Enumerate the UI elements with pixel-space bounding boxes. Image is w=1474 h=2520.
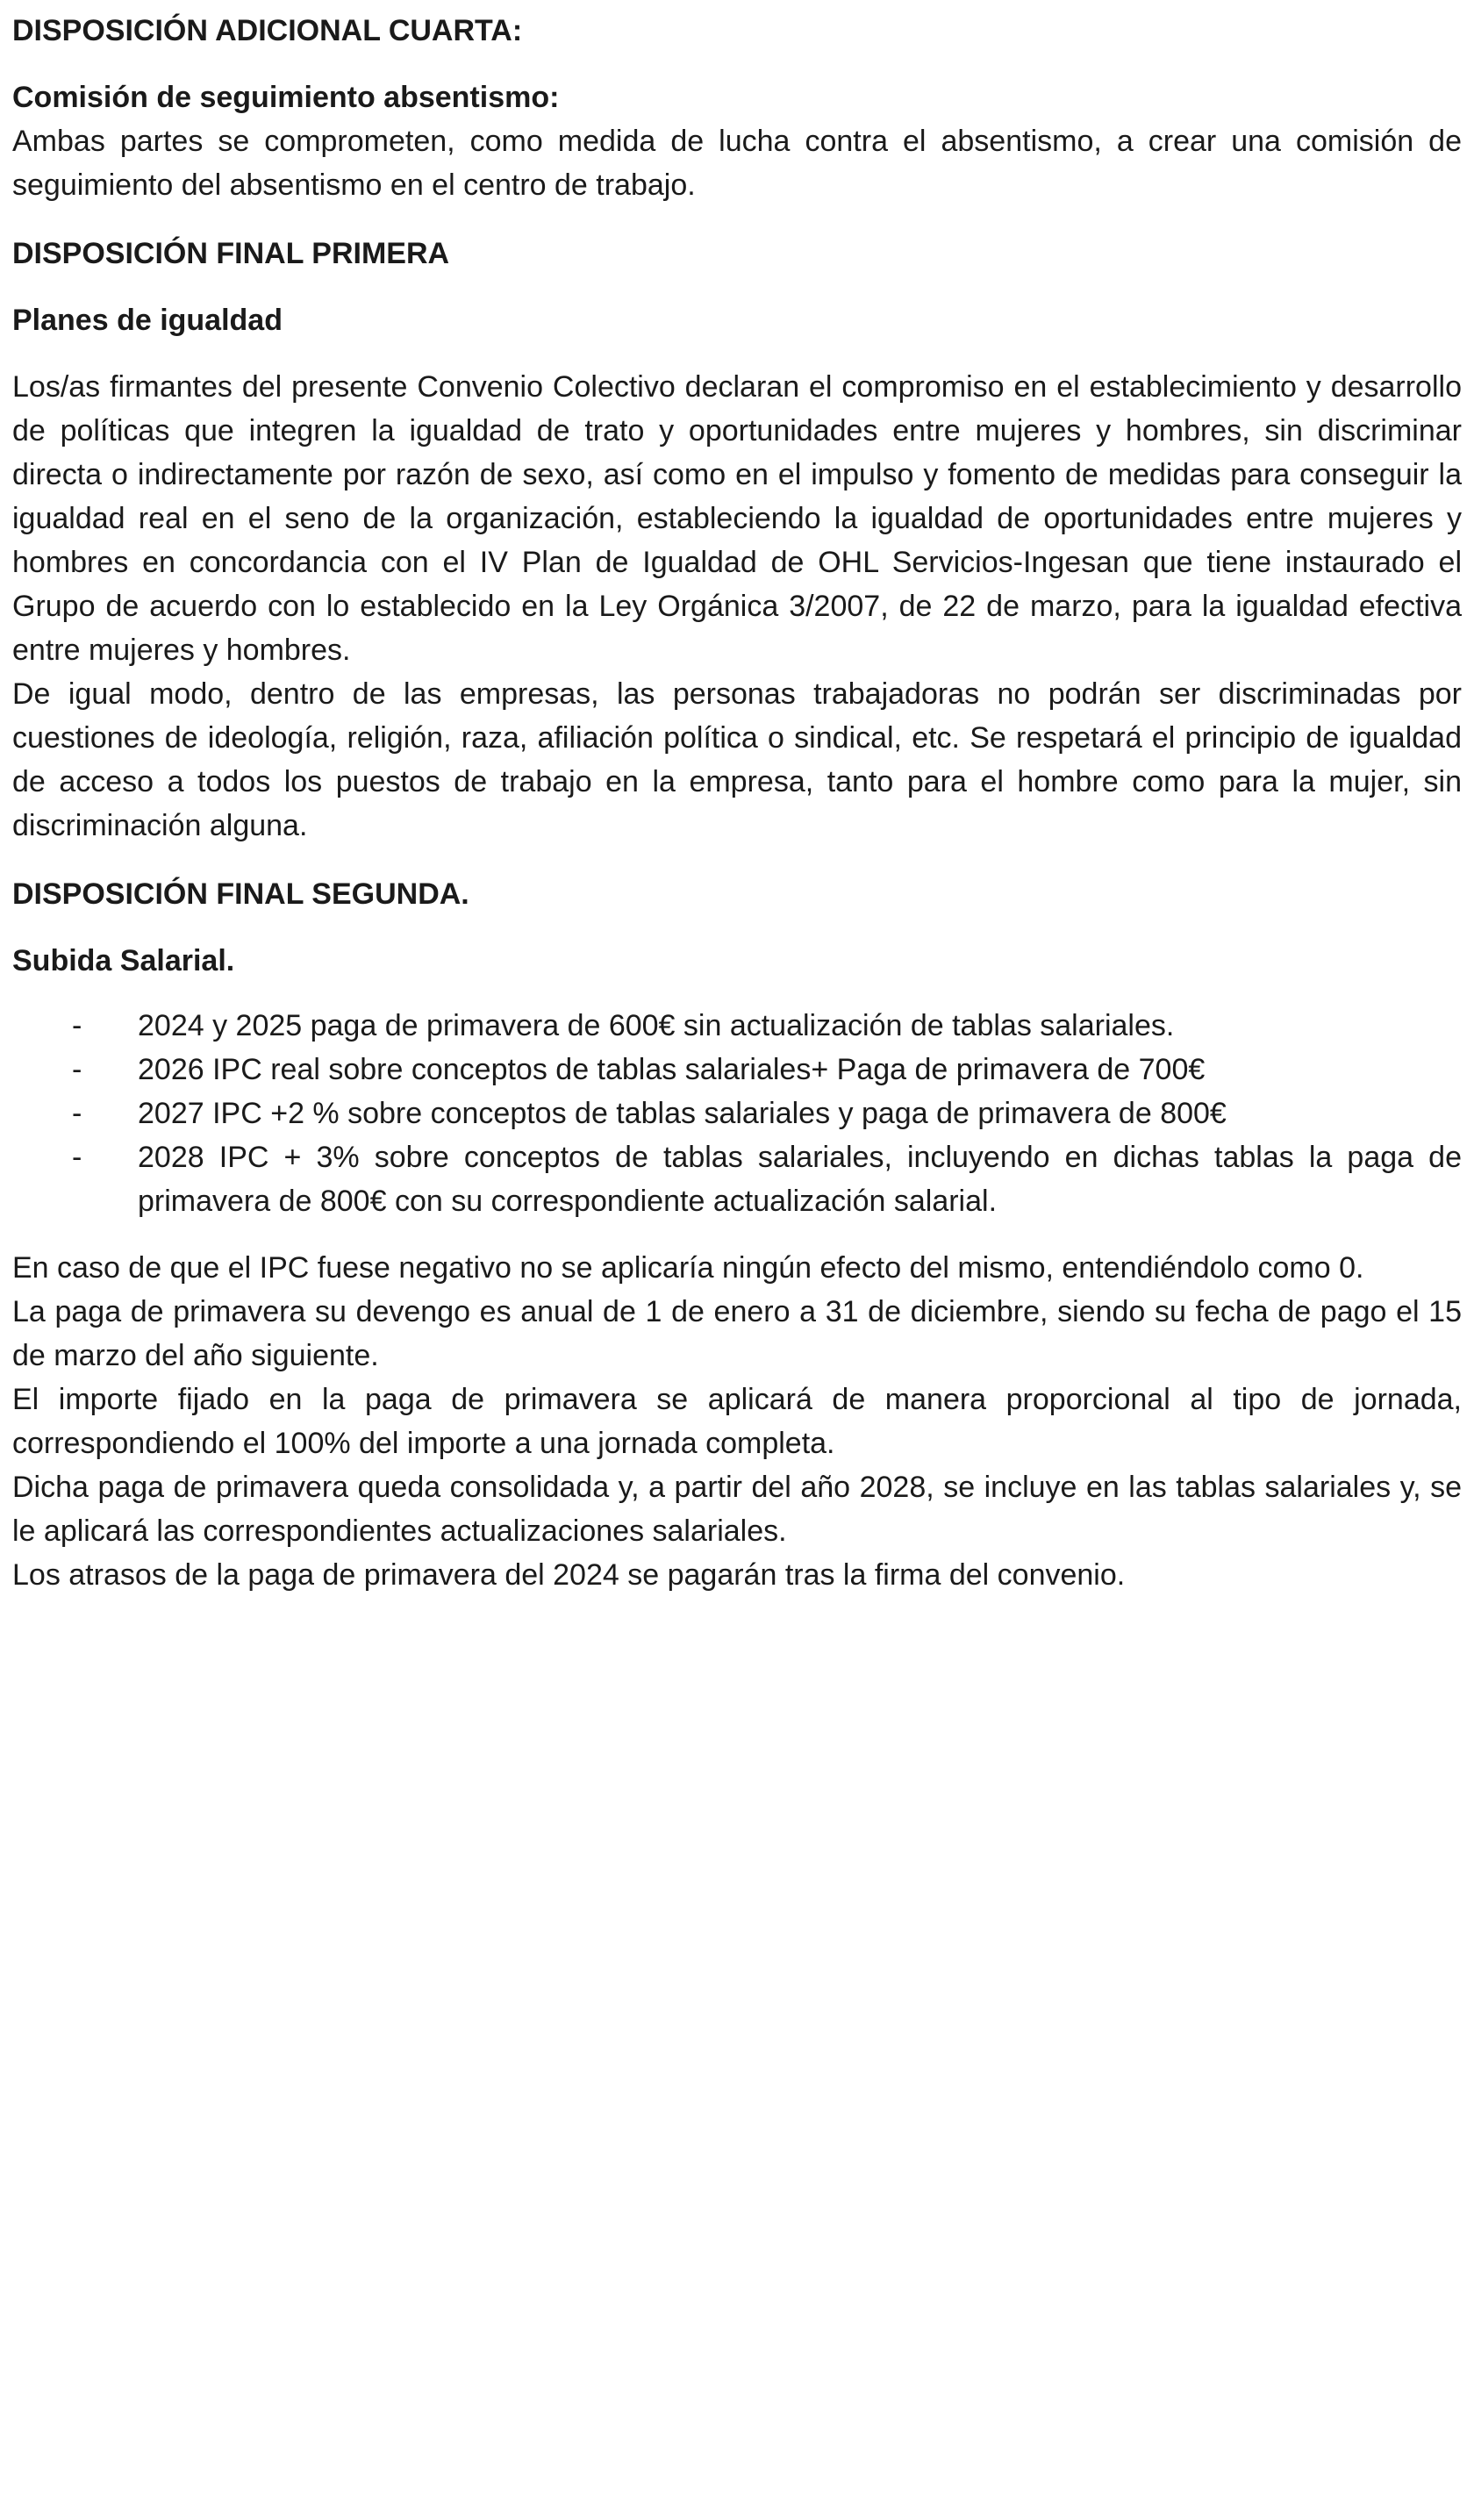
section-subtitle-absentismo: Comisión de seguimiento absentismo:	[12, 81, 560, 114]
dash-bullet: -	[72, 1053, 82, 1086]
section-title-final-segunda: DISPOSICIÓN FINAL SEGUNDA.	[12, 877, 469, 911]
paragraph-devengo: La paga de primavera su devengo es anual de 1 de enero a 31 de diciembre, siendo su fecha de pago el 15 de marzo del año siguiente.	[12, 1295, 1462, 1372]
document-page	[12, 0, 1462, 1597]
paragraph-consolidada: Dicha paga de primavera queda consolidada y, a partir del año 2028, se incluye en las tablas salariales y, se le aplicará las correspondientes actualizaciones salariales.	[12, 1471, 1462, 1548]
list-item-text: 2027 IPC +2 % sobre conceptos de tablas salariales y paga de primavera de 800€	[138, 1097, 1227, 1130]
list-item-text: 2026 IPC real sobre conceptos de tablas salariales+ Paga de primavera de 700€	[138, 1053, 1206, 1086]
salary-increase-list	[12, 1004, 1462, 1223]
section-subtitle-igualdad: Planes de igualdad	[12, 304, 283, 337]
paragraph-igualdad-1: Los/as firmantes del presente Convenio Colectivo declaran el compromiso en el establecimiento y desarrollo de políticas que integren la igualdad de trato y oportunidades entre mujeres y hombres, sin discriminar directa o indirectamente por razón de sexo, así como en el impulso y fomento de medidas para conseguir la igualdad real en el seno de la organización, estableciendo la igualdad de oportunidades entre mujeres y hombres en concordancia con el IV Plan de Igualdad de OHL Servicios-Ingesan que tiene instaurado el Grupo de acuerdo con lo establecido en la Ley Orgánica 3/2007, de 22 de marzo, para la igualdad efectiva entre mujeres y hombres.	[12, 370, 1462, 667]
paragraph-igualdad-2: De igual modo, dentro de las empresas, las personas trabajadoras no podrán ser discriminadas por cuestiones de ideología, religión, raza, afiliación política o sindical, etc. Se respetará el principio de igualdad de acceso a todos los puestos de trabajo en la empresa, tanto para el hombre como para la mujer, sin discriminación alguna.	[12, 677, 1462, 842]
paragraph-importe: El importe fijado en la paga de primavera se aplicará de manera proporcional al tipo de jornada, correspondiendo el 100% del importe a una jornada completa.	[12, 1383, 1462, 1460]
list-item-text: 2028 IPC + 3% sobre conceptos de tablas salariales, incluyendo en dichas tablas la paga de primavera de 800€ con su correspondiente actualización salarial.	[138, 1141, 1462, 1218]
paragraph-ipc-negativo: En caso de que el IPC fuese negativo no se aplicaría ningún efecto del mismo, entendiéndolo como 0.	[12, 1251, 1364, 1285]
paragraph-atrasos: Los atrasos de la paga de primavera del 2024 se pagarán tras la firma del convenio.	[12, 1558, 1126, 1592]
section-title-final-primera: DISPOSICIÓN FINAL PRIMERA	[12, 237, 450, 270]
paragraph-absentismo: Ambas partes se comprometen, como medida de lucha contra el absentismo, a crear una comisión de seguimiento del absentismo en el centro de trabajo.	[12, 125, 1462, 202]
list-item-text: 2024 y 2025 paga de primavera de 600€ sin actualización de tablas salariales.	[138, 1009, 1175, 1042]
dash-bullet: -	[72, 1097, 82, 1130]
section-title-adicional-cuarta: DISPOSICIÓN ADICIONAL CUARTA:	[12, 14, 523, 47]
list-item	[12, 1004, 1462, 1048]
section-subtitle-subida-salarial: Subida Salarial.	[12, 944, 235, 977]
list-item	[12, 1135, 1462, 1223]
dash-bullet: -	[72, 1141, 82, 1174]
dash-bullet: -	[72, 1009, 82, 1042]
list-item	[12, 1048, 1462, 1092]
list-item	[12, 1092, 1462, 1135]
